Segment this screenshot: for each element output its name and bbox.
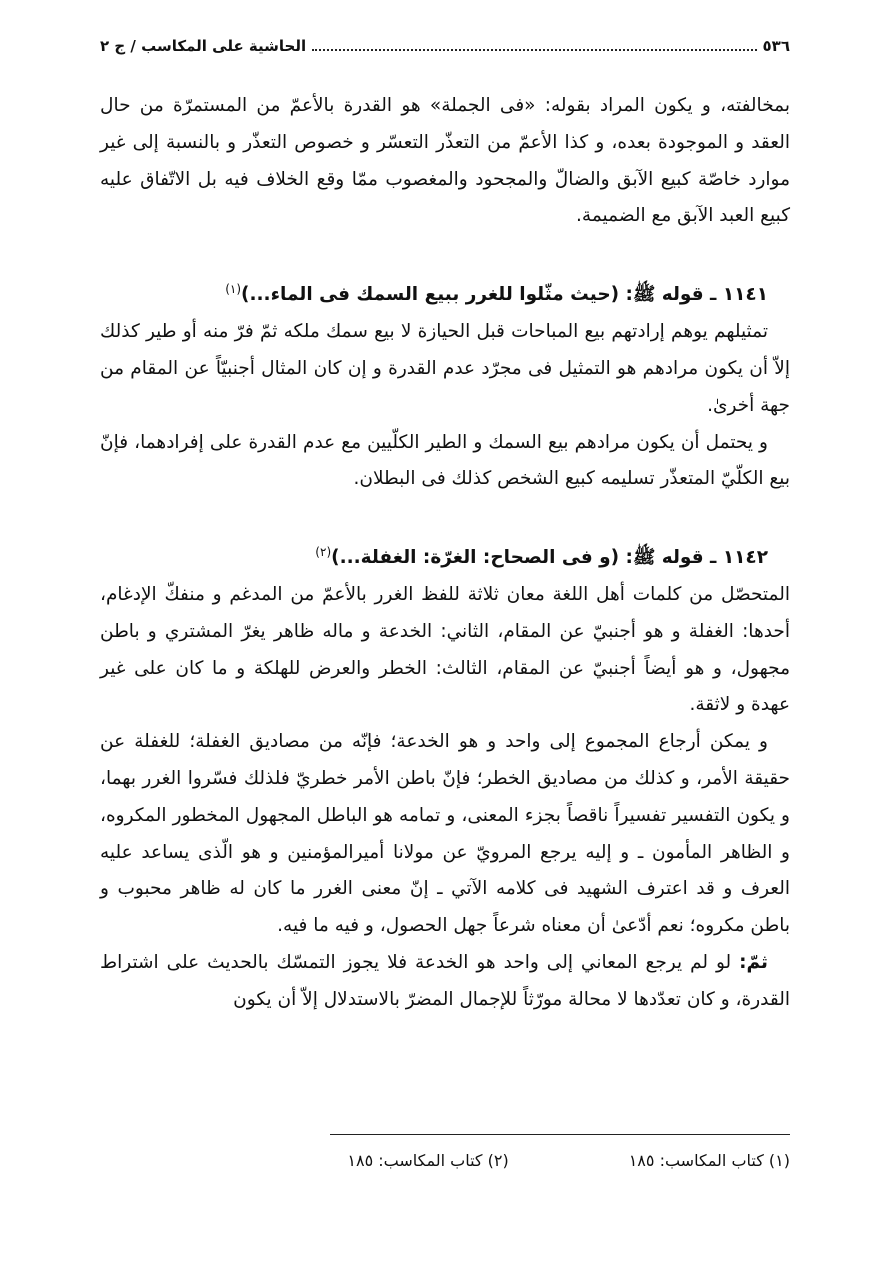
paragraph-text: لو لم يرجع المعاني إلى واحد هو الخدعة فلا يجوز التمسّك بالحديث على اشتراط القدرة، و كان تعدّدها لا محالة مورّثاً للإجمال المضرّ بالاستدلال إلاّ أن يكون <box>100 952 790 1010</box>
footnotes <box>260 1148 790 1174</box>
book-title: الحاشية على المكاسب / ج ٢ <box>100 37 307 55</box>
footnote-ref-1: (١) <box>225 282 242 297</box>
page-number: ٥٣٦ <box>762 37 790 55</box>
header-dot-leader <box>312 49 756 51</box>
footnote-2: (٢) كتاب المكاسب: ١٨٥ <box>347 1151 509 1170</box>
heading-text: ١١٤٢ ـ قوله ﷺ: (و فى الصحاح: الغرّة: الغفلة...) <box>331 547 768 569</box>
paragraph: بمخالفته، و يكون المراد بقوله: «فى الجملة» هو القدرة بالأعمّ من المستمرّة من حال العقد و الموجودة بعده، و كذا الأعمّ من التعذّر التعسّر و خصوص التعذّر و بالنسبة إلى غير موارد خاصّة كبيع الآبق والضالّ والمجحود والمغصوب ممّا وقع الخلاف فيه بل الاتّفاق عليه كبيع العبد الآبق مع الضميمة. <box>100 95 790 227</box>
footnote-1: (١) كتاب المكاسب: ١٨٥ <box>628 1151 790 1170</box>
footnote-ref-2: (٢) <box>315 545 332 560</box>
paragraph: تمثيلهم يوهم إرادتهم بيع المباحات قبل الحيازة لا بيع سمك ملكه ثمّ فرّ منه أو طير كذلك إلاّ أن يكون مرادهم هو التمثيل فى مجرّد عدم القدرة و إن كان المثال أجنبيّاً عن المقام من جهة أخرىٰ. <box>100 321 790 416</box>
footnote-divider <box>330 1134 790 1135</box>
heading-text: ١١٤١ ـ قوله ﷺ: (حيث مثّلوا للغرر ببيع السمك فى الماء...) <box>241 284 768 306</box>
paragraph-lead-word: ثمّ: <box>739 952 768 974</box>
section-heading-1141 <box>100 271 790 314</box>
paragraph: و يمكن أرجاع المجموع إلى واحد و هو الخدعة؛ فإنّه من مصاديق الغفلة؛ للغفلة عن حقيقة الأمر، و كذلك من مصاديق الخطر؛ فإنّ باطن الأمر خطريّ فلذلك فسّروا الغرر بهما، و يكون التفسير تفسيراً ناقصاً بجزء المعنى، و تمامه هو الباطل المجهول المخطور المكروه، و الظاهر المأمون ـ و إليه يرجع المرويّ عن مولانا أميرالمؤمنين و هو الّذى يساعد عليه العرف و قد اعترف الشهيد فى كلامه الآتي ـ إنّ معنى الغرر ما كان له ظاهر محبوب و باطن مكروه؛ نعم أدّعىٰ أن معناه شرعاً جهل الحصول، و فيه ما فيه. <box>100 731 790 937</box>
paragraph: و يحتمل أن يكون مرادهم بيع السمك و الطير الكلّيين مع عدم القدرة على إفرادهما، فإنّ بيع الكلّيّ المتعذّر تسليمه كبيع الشخص كذلك فى البطلان. <box>100 431 790 490</box>
main-text <box>100 88 790 1019</box>
paragraph: المتحصّل من كلمات أهل اللغة معان ثلاثة للفظ الغرر بالأعمّ من المدغم و منفكّ الإدغام، أحدها: الغفلة و هو أجنبيّ عن المقام، الثاني: الخدعة و ماله ظاهر يغرّ المشتري و باطن مجهول، و هو أيضاً أجنبيّ عن المقام، الثالث: الخطر والعرض للهلكة و ما كان على غير عهدة و لاثقة. <box>100 584 790 716</box>
paragraph <box>100 945 790 1019</box>
section-heading-1142 <box>100 534 790 577</box>
running-header <box>100 32 790 60</box>
